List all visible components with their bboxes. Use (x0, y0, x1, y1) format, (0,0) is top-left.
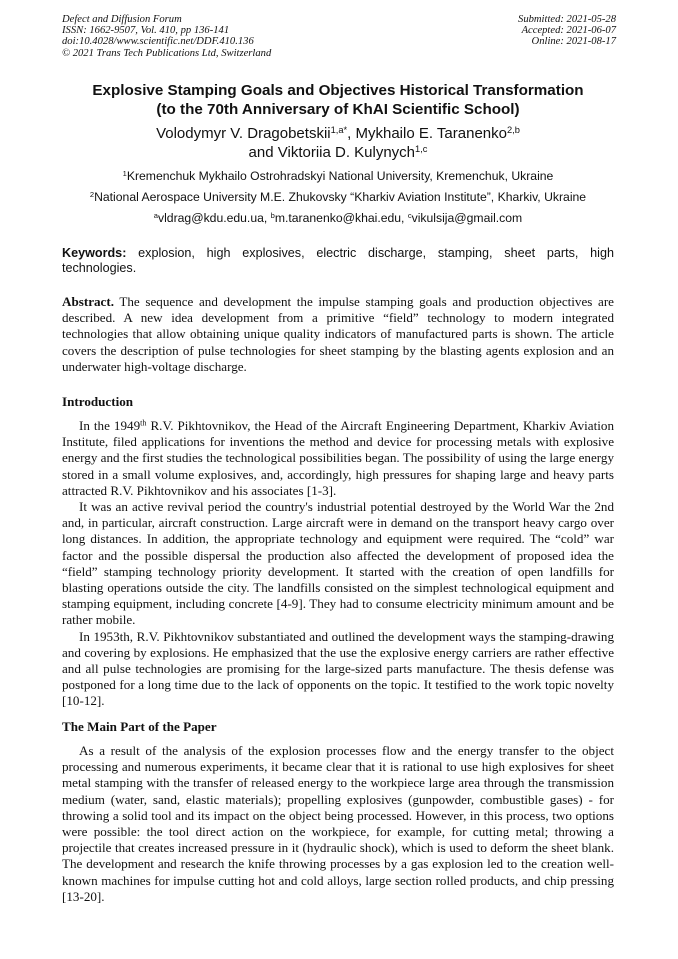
aff-sup: 1 (122, 168, 127, 178)
author-2-sup: 2,b (506, 124, 520, 135)
keywords-text: explosion, high explosives, electric discharge, stamping, sheet parts, high technologies. (62, 246, 614, 275)
paragraph (62, 418, 614, 499)
authors (62, 124, 614, 162)
journal-name: Defect and Diffusion Forum (62, 14, 182, 25)
copyright: © 2021 Trans Tech Publications Ltd, Switzerland (62, 47, 272, 59)
author-2: Mykhailo E. Taranenko (355, 125, 507, 142)
author-and: and (248, 144, 278, 161)
paragraph: It was an active revival period the country's industrial potential destroyed by the World War the 2nd and, in particular, aircraft construction. Large aircraft were in demand on the transport heavy cargo over long distances. In addition, the appropriate technology and equipment were required. The “cold” war factor and the possible dispersal the production also affected the development of proposed idea the “field” stamping technology priority development. It started with the creation of open landfills for blasting operations outside the city. The landfills consisted on the simplest technological equipment and stamping equipment, including concrete [4-9]. They had to consume electricity minimum amount and be rather mobile. (62, 499, 614, 628)
affiliation-2 (52, 190, 624, 204)
submitted-date: Submitted: 2021-05-28 (518, 14, 616, 25)
author-1-sup: 1,a* (330, 124, 348, 135)
section-heading: The Main Part of the Paper (62, 719, 217, 734)
online-date: Online: 2021-08-17 (531, 36, 616, 48)
journal-info (62, 14, 271, 59)
aff-sup: 2 (89, 189, 95, 199)
affiliation-1 (62, 169, 614, 183)
text: R.V. Pikhtovnikov, the Head of the Aircraft Engineering Department, Kharkiv Aviation Institute, filed applications for inventions the method and device for processing metals with explosive energy and the first studies the technological possibilities began. The possibility of using the large energy stored in a small volume explosives, and, accordingly, high pressures for shaping large and heavy parts attracted R.V. Pikhtovnikov and his associates [1-3]. (62, 418, 614, 498)
email-sup: c (407, 210, 412, 220)
issn: ISSN: 1662-9507, Vol. 410, pp 136-141 (62, 25, 230, 37)
abstract-label: Abstract. (62, 294, 114, 309)
email-sup: a (153, 210, 158, 220)
introduction-section (62, 394, 614, 710)
keywords (62, 246, 614, 275)
author-3-sup: 1,c (415, 143, 428, 154)
abstract (62, 294, 614, 375)
email-sup: b (270, 210, 275, 220)
aff-text: National Aerospace University M.E. Zhukovsky “Kharkiv Aviation Institute”, Kharkiv, Ukraine (94, 190, 587, 204)
paragraph: In 1953th, R.V. Pikhtovnikov substantiated and outlined the development ways the stamping-drawing and covering by explosions. He emphasized that the use the explosive energy carriers are rather effective and all pulse technologies are promising for the large-sized parts manufacture. The thesis defense was postponed for a long time due to the lack of opponents on the topic. It testified to the work topic novelty [10-12]. (62, 628, 614, 709)
aff-text: Kremenchuk Mykhailo Ostrohradskyi National University, Kremenchuk, Ukraine (126, 169, 554, 183)
main-part-section (62, 719, 614, 905)
author-1: Volodymyr V. Dragobetskii (156, 125, 331, 142)
section-heading: Introduction (62, 394, 134, 409)
author-3: Viktoriia D. Kulynych (277, 144, 416, 161)
paper-title (62, 81, 614, 119)
dates (518, 14, 616, 48)
keywords-label: Keywords: (62, 246, 127, 260)
author-sep: , (347, 125, 356, 142)
doi: doi:10.4028/www.scientific.net/DDF.410.136 (62, 36, 254, 48)
email: m.taranenko@khai.edu, (274, 211, 408, 225)
title-line-2: (to the 70th Anniversary of KhAI Scientific School) (156, 101, 520, 118)
paragraph: As a result of the analysis of the explosion processes flow and the energy transfer to the object processing and numerous experiments, it became clear that it is rational to use high explosives for sheet metal stamping with the transfer of released energy to the workpiece large area through the transmission medium (water, sand, elastic materials); propelling explosives (gunpowder, combustible gases) - for throwing a solid tool and its impact on the object being processed. However, in this process, two options were possible: the tool direct action on the workpiece, for example, for cutting metal; throwing a projectile that creates increased pressure in it (hydraulic shock), which is used to deform the sheet blank. The development and research the knife throwing processes by a gas explosion led to the creation well-known machines for impulse cutting hot and cold alloys, large section rolled products, and chip pressing [13-20]. (62, 743, 614, 904)
email: vldrag@kdu.edu.ua, (158, 211, 271, 225)
emails (62, 211, 614, 225)
email: vikulsija@gmail.com (411, 211, 523, 225)
accepted-date: Accepted: 2021-06-07 (521, 25, 616, 37)
abstract-text: The sequence and development the impulse stamping goals and production objectives are described. A new idea development from a primitive “field” technology to modern integrated technologies that allow obtaining unique quality indicators of manufactured parts is shown. The article covers the description of pulse technologies for sheet stamping by the blasting agents explosion and an underwater high-voltage discharge. (62, 294, 614, 374)
text: In the 1949 (79, 418, 141, 433)
title-line-1: Explosive Stamping Goals and Objectives Historical Transformation (92, 82, 584, 99)
sup: th (140, 418, 147, 428)
